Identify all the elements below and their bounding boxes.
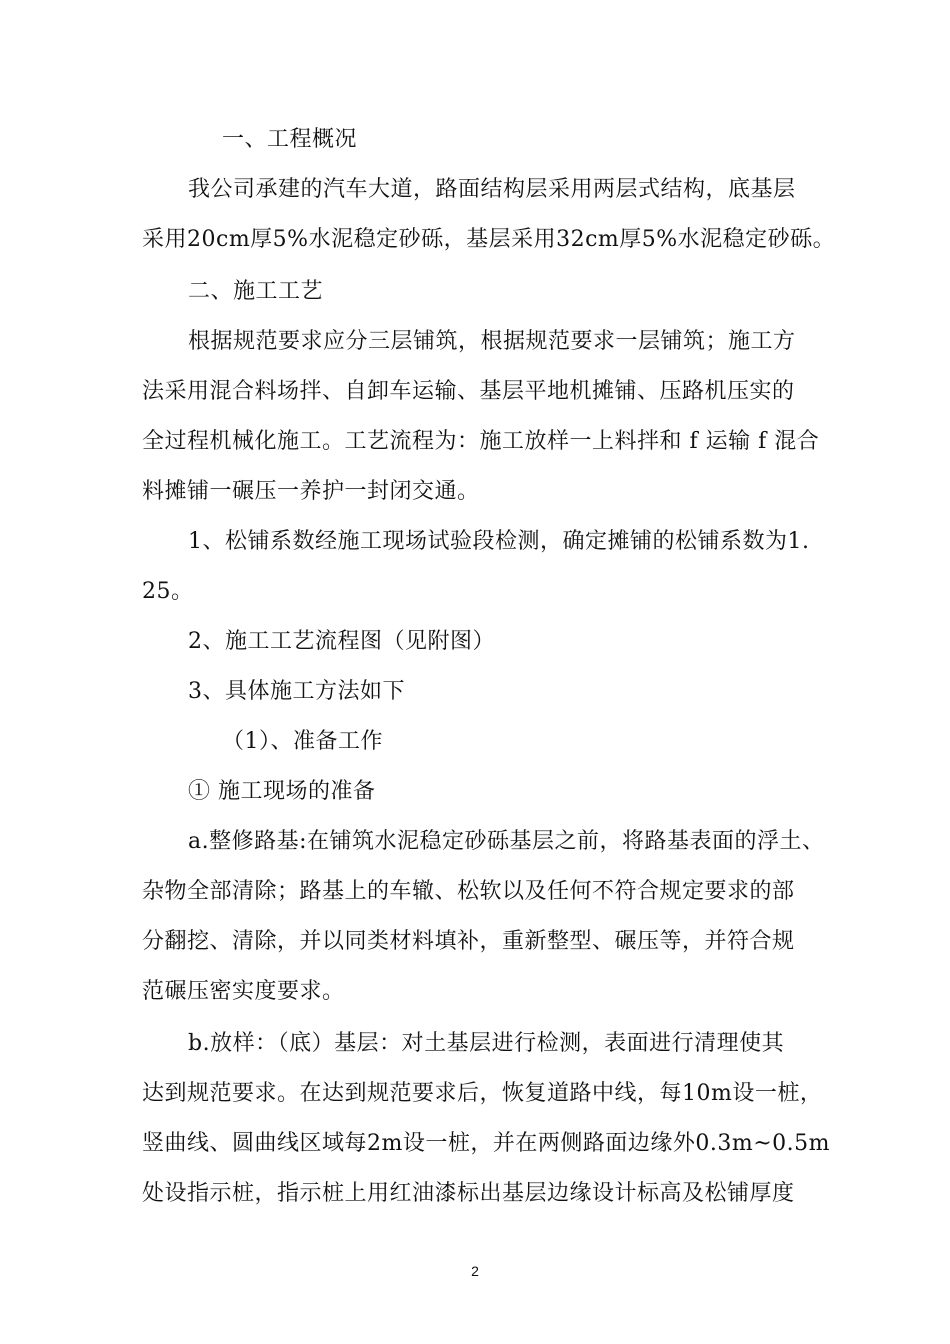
- list-item-1: 1、松铺系数经施工现场试验段检测，确定摊铺的松铺系数为1.: [188, 529, 810, 554]
- list-item-2: 2、施工工艺流程图（见附图）: [188, 629, 495, 654]
- paragraph-line: 处设指示桩，指示桩上用红油漆标出基层边缘设计标高及松铺厚度: [142, 1181, 795, 1206]
- paragraph-line: b.放样：（底）基层：对土基层进行检测，表面进行清理使其: [188, 1031, 785, 1056]
- paragraph-line: 竖曲线、圆曲线区域每2m设一桩，并在两侧路面边缘外0.3m~0.5m: [142, 1131, 830, 1156]
- subheading-site-preparation: ① 施工现场的准备: [188, 779, 376, 804]
- list-item-3: 3、具体施工方法如下: [188, 679, 405, 704]
- paragraph-line: 采用20cm厚5%水泥稳定砂砾，基层采用32cm厚5%水泥稳定砂砾。: [142, 227, 836, 252]
- paragraph-line: 法采用混合料场拌、自卸车运输、基层平地机摊铺、压路机压实的: [142, 379, 795, 404]
- paragraph-line: 全过程机械化施工。工艺流程为：施工放样一上料拌和 f 运输 f 混合: [142, 429, 820, 454]
- page-number: 2: [471, 1263, 479, 1279]
- paragraph-line: 分翻挖、清除，并以同类材料填补，重新整型、碾压等，并符合规: [142, 929, 795, 954]
- paragraph-line: 25。: [142, 579, 194, 604]
- paragraph-line: 料摊铺一碾压一养护一封闭交通。: [142, 479, 480, 504]
- section-heading-process: 二、施工工艺: [188, 279, 324, 304]
- paragraph-line: 根据规范要求应分三层铺筑，根据规范要求一层铺筑；施工方: [188, 329, 796, 354]
- section-heading-overview: 一、工程概况: [222, 127, 358, 152]
- paragraph-line: 我公司承建的汽车大道，路面结构层采用两层式结构，底基层: [188, 177, 796, 202]
- subheading-preparation: （1）、准备工作: [222, 729, 383, 754]
- paragraph-line: 杂物全部清除；路基上的车辙、松软以及任何不符合规定要求的部: [142, 879, 795, 904]
- paragraph-line: 范碾压密实度要求。: [142, 979, 345, 1004]
- paragraph-line: a.整修路基:在铺筑水泥稳定砂砾基层之前，将路基表面的浮土、: [188, 829, 825, 854]
- paragraph-line: 达到规范要求。在达到规范要求后，恢复道路中线，每10m设一桩，: [142, 1081, 823, 1106]
